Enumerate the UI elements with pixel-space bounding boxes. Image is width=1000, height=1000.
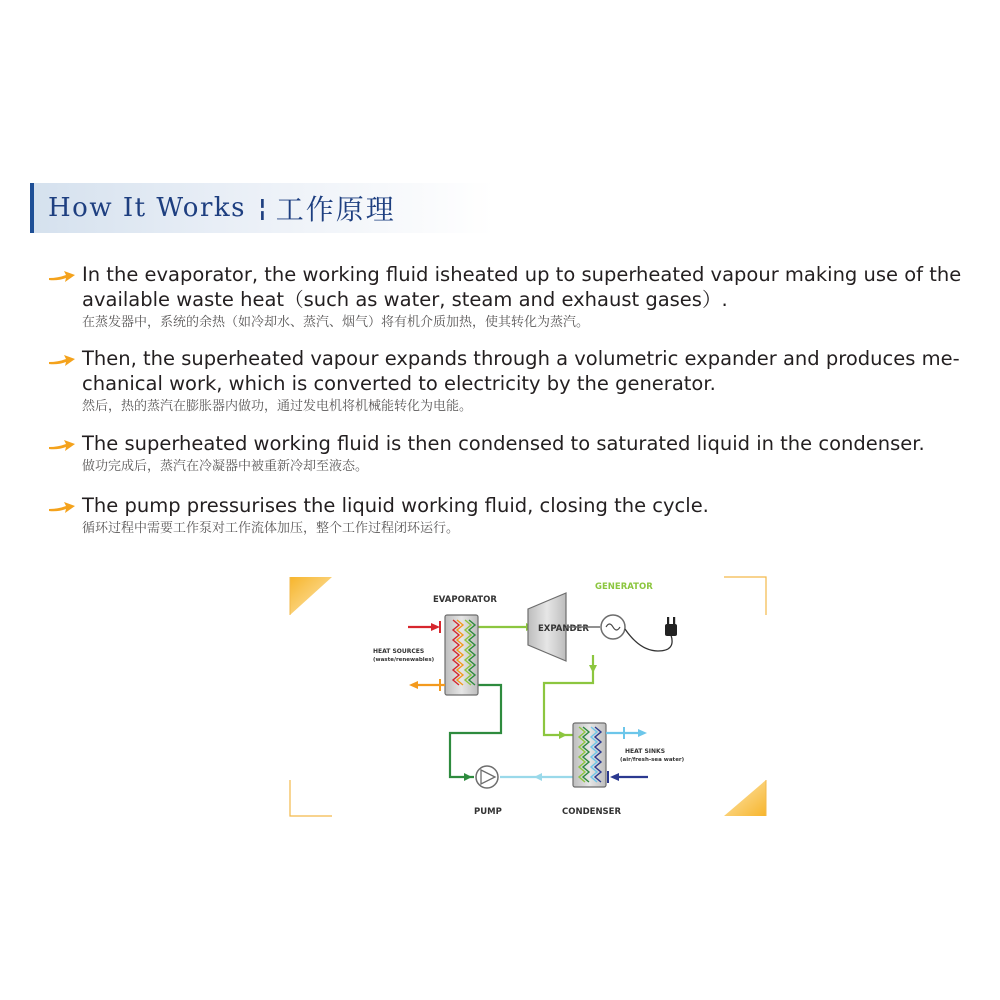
heat-sources-sublabel: (waste/renewables) [373,657,435,663]
heat-source-outlet [409,679,445,691]
evaporator-label: EVAPORATOR [433,595,497,605]
section-title-separator: ¦ [257,194,267,222]
plug-icon [665,617,677,636]
frame-corner-top-right [724,577,766,615]
condenser-label: CONDENSER [562,807,622,817]
orange-arrow-icon [48,438,76,452]
heat-sink-inlet [608,771,648,783]
heat-source-inlet [408,621,440,633]
bullet-item-3 [48,431,988,476]
evaporator-unit [445,615,478,695]
bullet-text-en: In the evaporator, the working fluid isheated up to superheated vapour making use of the available waste heat（such as water, steam and exhaust gases）. [82,263,962,311]
orange-arrow-icon [48,353,76,367]
bullet-item-2 [48,346,988,416]
bullet-text-en: The pump pressurises the liquid working fluid, closing the cycle. [82,494,709,517]
liquid-line [450,685,501,777]
liquid-arrows [464,773,472,781]
heat-sinks-sublabel: (air/fresh-sea water) [620,757,685,763]
frame-corner-bottom-left [290,780,332,816]
bullet-item-4 [48,493,988,538]
generator-label: GENERATOR [595,582,653,592]
frame-corner-bottom-right [724,780,766,816]
orange-arrow-icon [48,269,76,283]
bullet-text-en: The superheated working fluid is then condensed to saturated liquid in the condenser. [82,432,925,455]
bullet-text-cn: 做功完成后，蒸汽在冷凝器中被重新冷却至液态。 [82,459,369,474]
pump-unit [476,766,498,788]
bullet-item-1 [48,262,988,332]
section-title-en: How It Works [48,193,246,223]
condenser-unit [573,723,606,787]
bullet-text-cn: 循环过程中需要工作泵对工作流体加压，整个工作过程闭环运行。 [82,521,460,536]
bullet-text-cn: 在蒸发器中，系统的余热（如冷却水、蒸汽、烟气）将有机介质加热，使其转化为蒸汽。 [82,315,590,330]
section-title-bar [30,183,494,233]
condensate-arrow [534,773,542,781]
section-title-cn: 工作原理 [275,193,396,226]
bullet-text-en: Then, the superheated vapour expands through a volumetric expander and produces me-chanical work, which is converted to electricity by the generator. [82,347,960,395]
pump-label: PUMP [474,807,502,817]
orange-arrow-icon [48,500,76,514]
frame-corner-top-left [290,577,332,615]
generator-unit [601,615,625,639]
heat-sinks-label: HEAT SINKS [625,748,666,755]
heat-sources-label: HEAT SOURCES [373,648,425,655]
expander-label: EXPANDER [538,624,589,634]
orc-cycle-diagram [288,575,768,820]
bullet-text-cn: 然后，热的蒸汽在膨胀器内做功，通过发电机将机械能转化为电能。 [82,399,473,414]
heat-sink-outlet [606,727,647,739]
